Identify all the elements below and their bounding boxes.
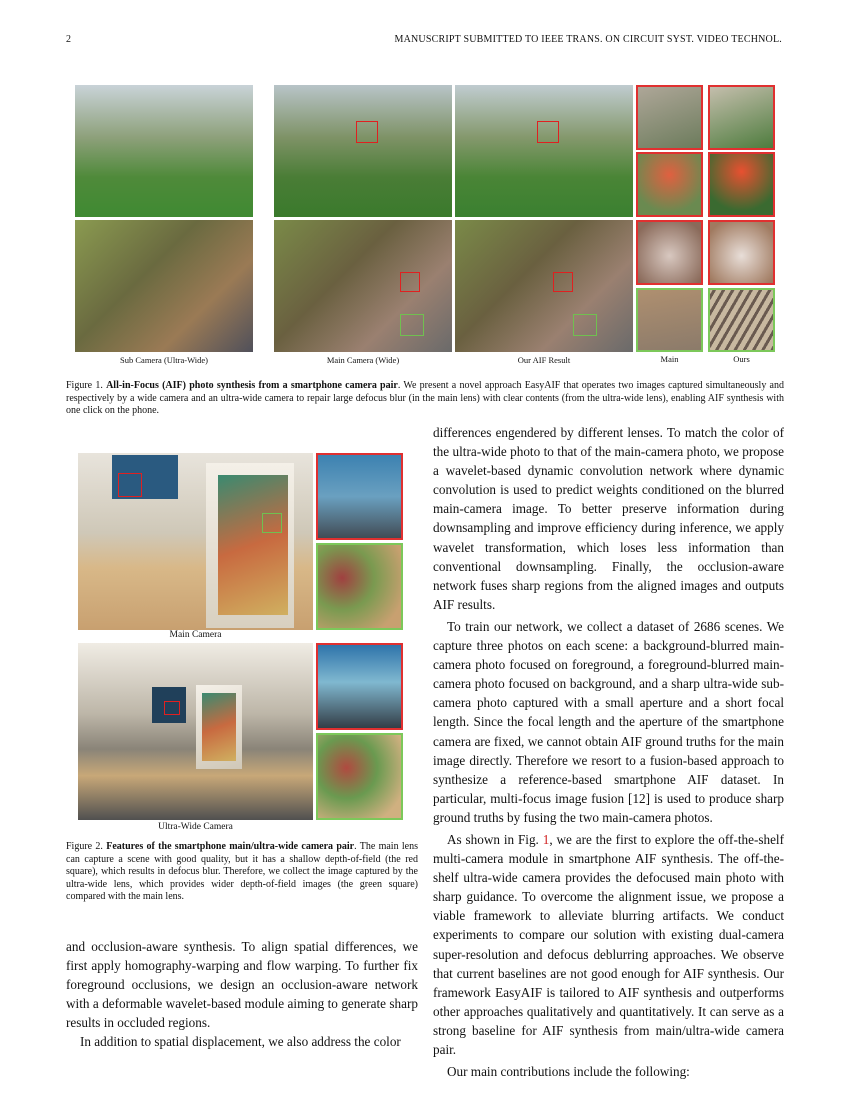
label-ours: Ours [733, 354, 750, 364]
left-column-text [66, 937, 418, 1052]
crop-ours-1 [708, 85, 775, 150]
main-camera-garden-image [274, 85, 452, 217]
paragraph: and occlusion-aware synthesis. To align spatial differences, we first apply homography-warping and flow warping. To further fix foreground occlusions, we design an occlusion-aware network with a deformable wavelet-based module aiming to generate sharp results in occluded regions. [66, 939, 418, 1031]
crop-main-2 [636, 152, 703, 217]
crop-main-1 [636, 85, 703, 150]
ultra-wide-crop-green [316, 733, 403, 820]
figure-2-caption: Figure 2. Features of the smartphone main/ultra-wide camera pair. The main lens can capture a scene with good quality, but it has a shallow depth-of-field (the red square), which results in defocus blur. Therefore, we collect the image captured by the ultra-wide lens, which provides wider depth-of-field images (the green square) compared with the main lens. [66, 841, 418, 903]
main-camera-crop-red [316, 453, 403, 540]
crop-main-3 [636, 220, 703, 285]
sub-camera-garden-image [75, 85, 253, 217]
crop-main-4 [636, 288, 703, 352]
label-ultra-wide-camera: Ultra-Wide Camera [158, 822, 233, 832]
ultra-wide-crop-red [316, 643, 403, 730]
paragraph: In addition to spatial displacement, we also address the color [80, 1034, 401, 1050]
right-column-text [433, 423, 784, 1081]
page-number: 2 [66, 34, 72, 45]
main-camera-desk-image [78, 453, 313, 630]
label-main-camera: Main Camera (Wide) [326, 355, 400, 365]
aif-result-room-image [455, 220, 633, 352]
sub-camera-room-image [75, 220, 253, 352]
aif-result-garden-image [455, 85, 633, 217]
crop-ours-4 [708, 288, 775, 352]
paragraph: Our main contributions include the following: [447, 1064, 690, 1080]
main-camera-room-image [274, 220, 452, 352]
label-main: Main [660, 354, 679, 364]
label-main-camera-fig2: Main Camera [169, 630, 222, 640]
paragraph: To train our network, we collect a dataset of 2686 scenes. We capture three photos on each scene: a background-blurred main-camera photo focused on foreground, a foreground-blurred main-camera photo focused on background, and a sharp ultra-wide sub-camera photo captured with a small aperture and a short focal length. Since the focal length and the aperture of the smartphone camera are fixed, we cannot obtain AIF ground truths for the main image directly. Therefore we resort to a fusion-based approach to synthesize a reference-based smartphone AIF dataset. In particular, multi-focus image fusion [12] is used to produce sharp ground truths by fusing the two main-camera photos. [433, 618, 784, 825]
paragraph: As shown in Fig. 1, we are the first to explore the off-the-shelf multi-camera module in smartphone AIF synthesis. The off-the-shelf ultra-wide camera provides the defocused main photo with sharp guidance. To overcome the alignment issue, we propose a viable framework to alleviate blurring artifacts. We conduct experiments to compare our solution with existing dual-camera super-resolution and defocus deblurring approaches. We observe that current baselines are not good enough for AIF synthesis. Our framework EasyAIF is tailored to AIF synthesis and outperforms other approaches qualitatively and quantitatively. It can serve as a strong baseline for AIF synthesis from main/ultra-wide camera pair. [433, 831, 784, 1057]
main-camera-crop-green [316, 543, 403, 630]
crop-ours-3 [708, 220, 775, 285]
running-title: MANUSCRIPT SUBMITTED TO IEEE TRANS. ON CIRCUIT SYST. VIDEO TECHNOL. [394, 34, 782, 45]
label-sub-camera: Sub Camera (Ultra-Wide) [120, 355, 208, 365]
label-aif-result: Our AIF Result [517, 355, 571, 365]
crop-ours-2 [708, 152, 775, 217]
ultra-wide-office-image [78, 643, 313, 820]
figure-1-caption: Figure 1. All-in-Focus (AIF) photo synthesis from a smartphone camera pair. We present a novel approach EasyAIF that operates two images captured simultaneously and respectively by a wide camera and an ultra-wide camera to repair large defocus blur (in the main lens) with clear contents (from the ultra-wide lens), enabling AIF synthesis with one click on the phone. [66, 380, 784, 417]
figure-1-link[interactable]: 1 [542, 831, 550, 847]
paragraph: differences engendered by different lenses. To match the color of the ultra-wide photo to that of the main-camera photo, we propose a wavelet-based dynamic convolution network where dynamic convolution is used to predict weights conditioned on the blurred main-camera image. To better preserve information during downsampling and improve efficiency during inference, we apply wavelet transformation, which loses less information than conventional downsampling. Finally, the occlusion-aware network fuses sharp regions from the aligned images and outputs AIF results. [433, 425, 784, 612]
